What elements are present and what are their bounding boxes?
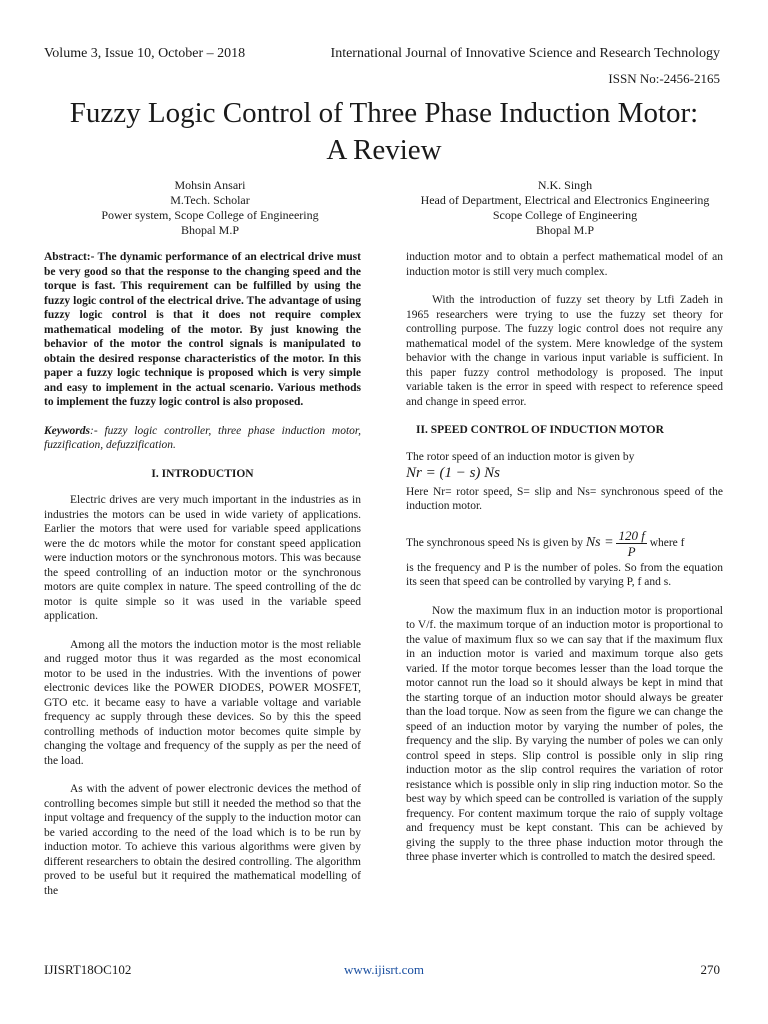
header-volume: Volume 3, Issue 10, October – 2018 bbox=[44, 46, 246, 61]
footer-code: IJISRT18OC102 bbox=[44, 962, 132, 977]
sync-text-after: where f bbox=[649, 536, 685, 549]
sync-eq-lhs: Ns = bbox=[585, 534, 614, 550]
intro-paragraph: Among all the motors the induction motor is the most reliable and rugged motor thus it was regarded as the most economical motor to be used in the industries. With the inventions of power electronic devices like the POWER DIODES, POWER MOSFET, GTO etc. it became easy to have a variable voltage and variable frequency ac supply through these devices. So by this the speed controlling methods of induction motor becomes quite simple by changing the voltage and frequency of the supply as per the need of the load. bbox=[44, 638, 361, 767]
author-role: M.Tech. Scholar bbox=[170, 193, 250, 207]
abstract: Abstract:- The dynamic performance of an electrical drive must be very good so that the response to the changing speed and the torque is fast. This requirement can be fulfilled by using the fuzzy logic control of the electrical drive. The advantage of using fuzzy logic control is that it does not require complex mathematical modeling of the motor. By just knowing the behavior of the motor the control signals is manipulated to obtain the desired response characteristics of the motor. In this paper a fuzzy logic technique is proposed which is very simple and easy to implement in the actual scenario. Various methods to implement the fuzzy logic control is also proposed. bbox=[44, 251, 361, 408]
sync-text-before: The synchronous speed Ns is given by bbox=[406, 536, 583, 549]
author-role: Head of Department, Electrical and Electronics Engineering bbox=[420, 193, 710, 207]
section-heading-speed-control: II. SPEED CONTROL OF INDUCTION MOTOR bbox=[416, 424, 664, 436]
continued-paragraph: induction motor and to obtain a perfect mathematical model of an induction motor is still very much complex. bbox=[406, 251, 723, 278]
author-affiliation: Power system, Scope College of Engineering bbox=[101, 208, 319, 222]
intro-paragraph: Electric drives are very much important in the industries as in industries the motors can be used in wide variety of applications. Earlier the motors that were used for variable speed applications were the dc motors while the motor for constant speed application were induction motors or the synchronous motors. This was because the speed controlling of an induction motor or the synchronous motors are quite complex in nature. The speed controlling of the dc motor is quite simple so it was used in the variable speed application. bbox=[44, 494, 361, 622]
author-location: Bhopal M.P bbox=[535, 223, 594, 237]
right-column bbox=[406, 250, 723, 879]
fuzzy-paragraph: With the introduction of fuzzy set theory by Ltfi Zadeh in 1965 researchers were trying to use the fuzzy set theory for controlling purpose. The fuzzy logic control does not require any mathematical model of the system. Mere knowledge of the system behavior with the change in various input variable is sufficient. In this paper fuzzy control methodology is proposed. The input variable taken is the error in speed with respect to reference speed and change in speed error. bbox=[406, 294, 723, 408]
sync-eq-fraction bbox=[616, 528, 646, 559]
paper-title bbox=[20, 95, 748, 169]
flux-paragraph: Now the maximum flux in an induction motor is proportional to V/f. the maximum torque of an induction motor is proportional to the value of maximum flux so we can say that if the maximum flux in an induction motor is varied and maximum torque also gets varied. If the motor torque becomes lesser than the load torque the motor cannot run the load so it should always be kept in mind that the starting torque of an induction motor should always be greater than the load torque. Now as seen from the figure we can change the speed of an induction motor by varying the number of poles, the frequency and the slip. By varying the number of poles we can only control speed in steps. Slip control is possible only in slip ring induction motor as the slip control requires the variation of rotor resistance which is possible only in slip ring induction motor. So the best way by which speed can be controlled is variation of the supply frequency. For content maximum torque the raio of supply voltage and frequency must be kept constant. This can be achieved by giving the supply to the three phase induction motor through the three phase inverter which is controlled to match the desired speed. bbox=[406, 604, 723, 863]
fraction-numerator: 120 f bbox=[618, 527, 645, 543]
author-block-2 bbox=[400, 178, 730, 238]
synchronous-speed-line bbox=[406, 528, 723, 559]
author-name: N.K. Singh bbox=[537, 178, 593, 192]
footer-url[interactable]: www.ijisrt.com bbox=[343, 962, 425, 977]
equation-explanation: Here Nr= rotor speed, S= slip and Ns= synchronous speed of the induction motor. bbox=[406, 485, 723, 512]
synchronous-speed-paragraph: is the frequency and P is the number of poles. So from the equation its seen that speed can be controlled by varying P, f and s. bbox=[406, 561, 723, 588]
title-line-1: Fuzzy Logic Control of Three Phase Induction Motor: bbox=[69, 97, 699, 129]
intro-paragraph: As with the advent of power electronic devices the method of controlling becomes simple but still it needed the method so that the input voltage and frequency of the supply to the induction motor can be varied according to the need of the load which is to be run by induction motor. To achieve this various algorithms were given by different researchers to obtain the desired controlling. The algorithm proved to be useful but it required the mathematical modelling of the bbox=[44, 783, 361, 897]
author-block-1 bbox=[60, 178, 360, 238]
fraction-denominator: P bbox=[627, 543, 636, 559]
rotor-speed-equation: Nr = (1 − s) Ns bbox=[406, 465, 501, 481]
header-journal: International Journal of Innovative Science and Research Technology bbox=[330, 46, 720, 61]
keywords-label: Keywords bbox=[44, 424, 90, 437]
keywords-text: :- fuzzy logic controller, three phase induction motor, fuzzification, defuzzification. bbox=[44, 424, 361, 451]
keywords bbox=[44, 424, 361, 453]
rotor-speed-intro: The rotor speed of an induction motor is given by bbox=[406, 450, 635, 463]
header-issn: ISSN No:-2456-2165 bbox=[608, 71, 720, 86]
author-name: Mohsin Ansari bbox=[174, 178, 246, 192]
left-column bbox=[44, 250, 361, 912]
footer-page-number: 270 bbox=[700, 962, 720, 977]
author-location: Bhopal M.P bbox=[180, 223, 239, 237]
author-affiliation: Scope College of Engineering bbox=[492, 208, 638, 222]
title-line-2: A Review bbox=[326, 134, 442, 166]
section-heading-introduction: I. INTRODUCTION bbox=[151, 467, 254, 480]
